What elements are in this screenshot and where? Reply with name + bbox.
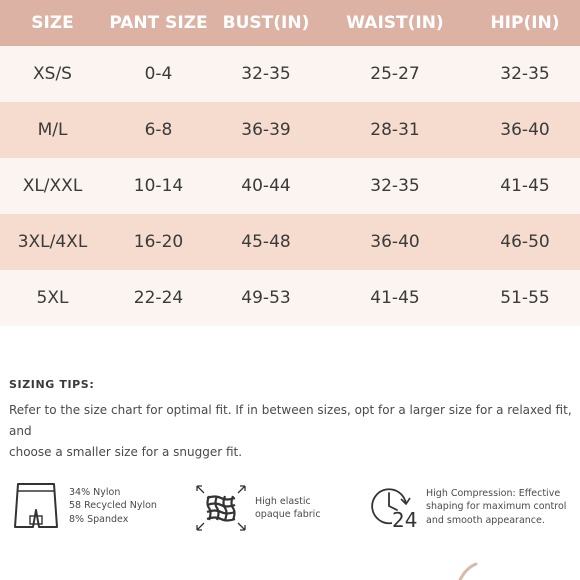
- size-cell: 3XL/4XL: [17, 232, 88, 252]
- hip-cell: 41-45: [500, 176, 550, 196]
- material-text: [69, 486, 157, 527]
- waist-cell: 41-45: [370, 288, 420, 308]
- pant-size-cell: 0-4: [144, 64, 173, 84]
- size-cell: 5XL: [36, 288, 69, 308]
- compression-line: and smooth appearance.: [426, 514, 545, 526]
- table-row: [0, 270, 580, 326]
- table-row: [0, 46, 580, 102]
- waist-cell: 36-40: [370, 232, 420, 252]
- bust-cell: 32-35: [241, 64, 291, 84]
- sizing-tips-title: SIZING TIPS:: [9, 378, 95, 391]
- feature-compression: [370, 484, 566, 530]
- stretch-fabric-icon: [195, 484, 247, 532]
- material-line: 34% Nylon: [69, 486, 121, 498]
- sizing-tips: [9, 378, 574, 463]
- size-cell: M/L: [37, 120, 68, 140]
- fabric-line: opaque fabric: [255, 509, 321, 520]
- table-header-row: [0, 0, 580, 46]
- waist-cell: 32-35: [370, 176, 420, 196]
- material-line: 58 Recycled Nylon: [69, 500, 157, 512]
- sizing-tips-text: [9, 400, 574, 463]
- pant-size-cell: 16-20: [133, 232, 184, 252]
- 24-hour-clock-icon: [370, 484, 420, 530]
- waist-cell: 25-27: [370, 64, 420, 84]
- table-row: [0, 158, 580, 214]
- bust-cell: 40-44: [241, 176, 291, 196]
- hip-cell: 51-55: [500, 288, 550, 308]
- fabric-line: High elastic: [255, 495, 311, 507]
- bust-cell: 45-48: [241, 232, 291, 252]
- pant-size-cell: 22-24: [133, 288, 184, 308]
- pant-size-cell: 10-14: [133, 176, 184, 196]
- header-size: SIZE: [31, 13, 74, 33]
- header-bust: BUST(IN): [222, 13, 310, 33]
- hip-cell: 46-50: [500, 232, 550, 252]
- sizing-tips-line: choose a smaller size for a snugger fit.: [9, 445, 243, 459]
- material-line: 8% Spandex: [69, 513, 129, 525]
- table-row: [0, 214, 580, 270]
- waist-cell: 28-31: [370, 120, 420, 140]
- hip-cell: 32-35: [500, 64, 550, 84]
- fabric-text: [255, 495, 321, 522]
- size-cell: XL/XXL: [22, 176, 83, 196]
- decorative-mark-icon: [456, 562, 482, 580]
- clock-24-label: 24: [392, 508, 418, 530]
- table-row: [0, 102, 580, 158]
- header-hip: HIP(IN): [490, 13, 560, 33]
- compression-text: [426, 487, 566, 528]
- hip-cell: 36-40: [500, 120, 550, 140]
- bust-cell: 49-53: [241, 288, 291, 308]
- header-waist: WAIST(IN): [346, 13, 444, 33]
- shorts-icon: [12, 480, 60, 532]
- pant-size-cell: 6-8: [144, 120, 173, 140]
- bust-cell: 36-39: [241, 120, 291, 140]
- size-cell: XS/S: [33, 64, 72, 84]
- sizing-tips-line: Refer to the size chart for optimal fit. If in between sizes, opt for a larger size for a relaxed fit, and: [9, 403, 572, 438]
- compression-line: shaping for maximum control: [426, 501, 567, 513]
- feature-material: [12, 480, 157, 532]
- compression-line: High Compression: Effective: [426, 487, 561, 499]
- header-pant-size: PANT SIZE: [109, 13, 208, 33]
- feature-fabric: [195, 484, 321, 532]
